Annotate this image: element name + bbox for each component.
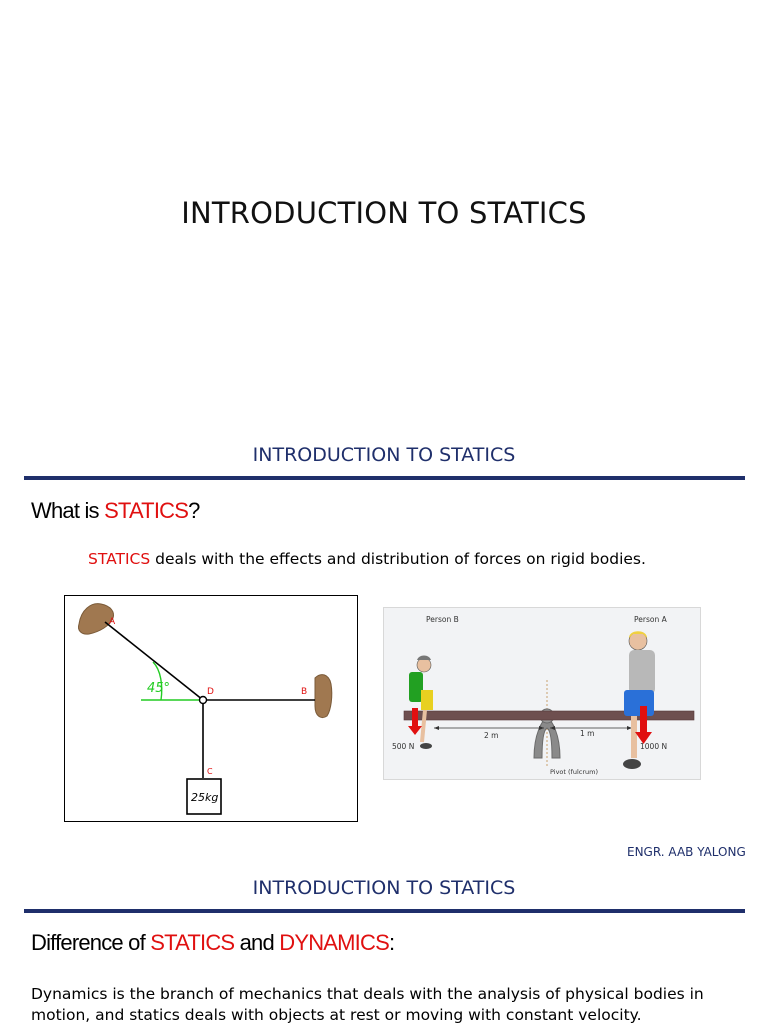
pivot-label: Pivot (fulcrum) xyxy=(550,768,599,776)
hanging-mass-diagram xyxy=(65,596,357,821)
difference-dynamics: DYNAMICS xyxy=(279,930,389,955)
slide1-title: INTRODUCTION TO STATICS xyxy=(181,196,587,230)
seesaw-figure xyxy=(383,607,701,780)
hanging-mass-figure xyxy=(64,595,358,822)
difference-prefix: Difference of xyxy=(31,930,151,955)
force-right-label: 1000 N xyxy=(640,742,668,751)
arrow-head-left-start xyxy=(434,726,439,730)
distance-right-label: 1 m xyxy=(580,729,595,738)
slide3-header-rule xyxy=(24,909,745,913)
angle-label: 45° xyxy=(147,681,171,696)
label-b: B xyxy=(301,687,308,697)
author-credit: ENGR. AAB YALONG xyxy=(627,845,746,859)
seesaw-diagram xyxy=(384,608,700,779)
difference-statics: STATICS xyxy=(150,930,235,955)
label-d: D xyxy=(207,687,214,697)
difference-body-text: Dynamics is the branch of mechanics that deals with the analysis of physical bodies in motion, and statics deals with objects at rest or moving with constant velocity. xyxy=(31,985,704,1024)
slide2-header-rule xyxy=(24,476,745,480)
difference-suffix: : xyxy=(388,930,395,955)
force-left-label: 500 N xyxy=(392,742,415,751)
person-b-figure xyxy=(408,656,433,750)
question-highlight: STATICS xyxy=(104,498,189,523)
person-a-label: Person A xyxy=(634,615,667,624)
slide3-header: INTRODUCTION TO STATICS xyxy=(252,877,516,899)
node-d xyxy=(200,697,207,704)
support-rock-b xyxy=(315,675,332,718)
mass-label: 25kg xyxy=(191,791,219,804)
definition-text: deals with the effects and distribution of forces on rigid bodies. xyxy=(150,550,646,568)
definition-highlight: STATICS xyxy=(88,550,151,568)
distance-left-label: 2 m xyxy=(484,731,499,740)
difference-heading xyxy=(31,930,394,956)
slide2-header: INTRODUCTION TO STATICS xyxy=(252,444,516,466)
statics-definition xyxy=(88,550,646,568)
question-suffix: ? xyxy=(188,498,200,523)
difference-mid: and xyxy=(234,930,280,955)
question-prefix: What is xyxy=(31,498,105,523)
label-c: C xyxy=(207,767,213,776)
person-b-label: Person B xyxy=(426,615,459,624)
label-a: A xyxy=(109,617,116,627)
statics-question-heading xyxy=(31,498,200,524)
